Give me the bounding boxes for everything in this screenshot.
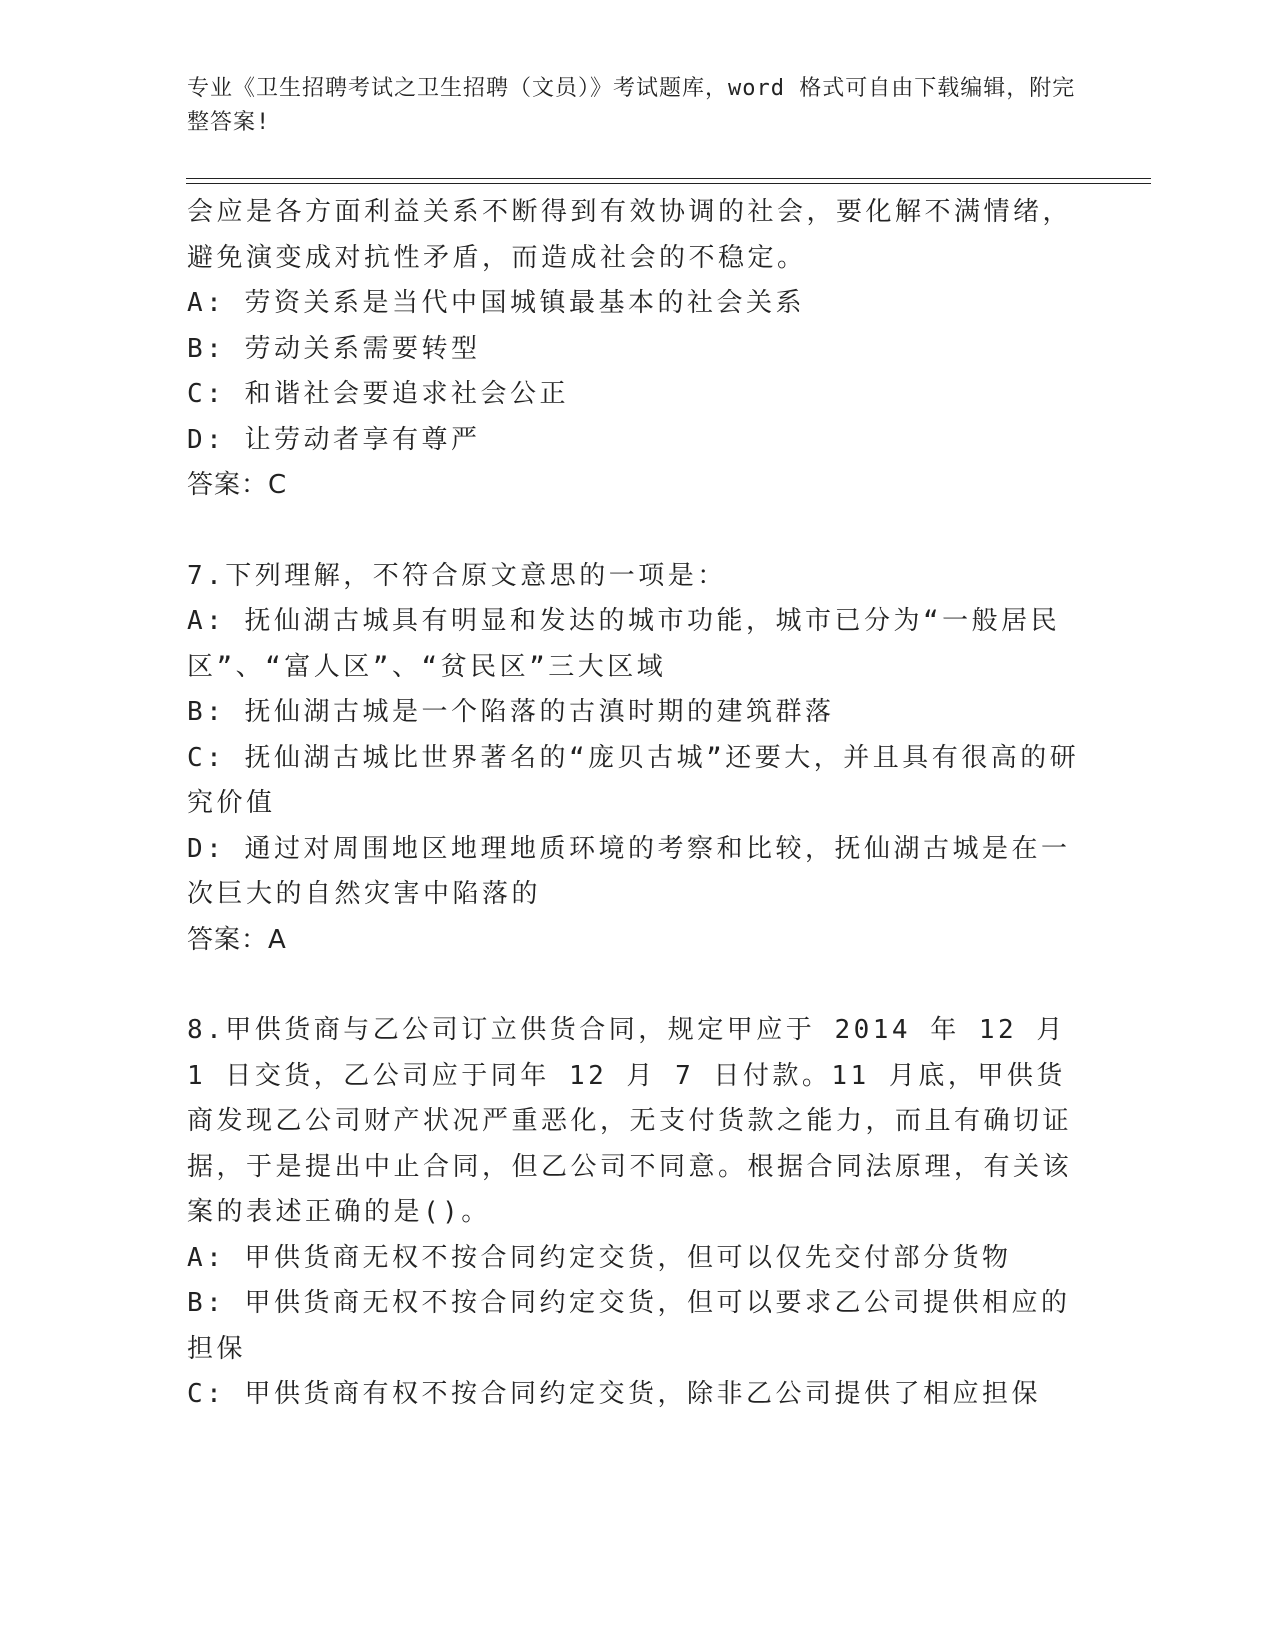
- option-d: D: 让劳动者享有尊严: [187, 424, 481, 455]
- spacer: [187, 963, 1087, 1008]
- option-b: B: 甲供货商无权不按合同约定交货，但可以要求乙公司提供相应的担保: [187, 1288, 1071, 1364]
- question-content: [187, 190, 1087, 1418]
- header-rule-bottom: [186, 183, 1151, 184]
- option-a: A: 劳资关系是当代中国城镇最基本的社会关系: [187, 288, 805, 318]
- option-a: A: 抚仙湖古城具有明显和发达的城市功能，城市已分为“一般居民区”、“富人区”、“贫民区”三大区域: [187, 606, 1061, 682]
- option-c: C: 和谐社会要追求社会公正: [187, 379, 569, 409]
- option-d: D: 通过对周围地区地理地质环境的考察和比较，抚仙湖古城是在一次巨大的自然灾害中陷落的: [187, 833, 1071, 909]
- question-stem: 7.下列理解，不符合原文意思的一项是：: [187, 560, 727, 591]
- document-header: 专业《卫生招聘考试之卫生招聘（文员）》考试题库，word 格式可自由下载编辑，附完整答案!: [187, 76, 1076, 135]
- option-b: B: 劳动关系需要转型: [187, 333, 481, 364]
- question-stem-line: 避免演变成对抗性矛盾，而造成社会的不稳定。: [187, 242, 807, 273]
- answer: 答案：A: [187, 924, 287, 955]
- spacer: [187, 509, 1087, 554]
- answer: 答案：C: [187, 470, 288, 500]
- option-a: A: 甲供货商无权不按合同约定交货，但可以仅先交付部分货物: [187, 1242, 1012, 1273]
- question-stem-line: 会应是各方面利益关系不断得到有效协调的社会，要化解不满情绪，: [187, 197, 1073, 227]
- question-7: [187, 554, 1087, 964]
- option-c: C: 抚仙湖古城比世界著名的“庞贝古城”还要大，并且具有很高的研究价值: [187, 742, 1080, 818]
- question-6: [187, 190, 1087, 509]
- question-stem: 8.甲供货商与乙公司订立供货合同，规定甲应于 2014 年 12 月 1 日交货，乙公司应于同年 12 月 7 日付款。11 月底，甲供货商发现乙公司财产状况严重恶化，无支付货款之能力，而且有确切证据，于是提出中止合同，但乙公司不同意。根据合同法原理，有关该案的表述正确的是()。: [187, 1015, 1073, 1227]
- question-8: [187, 1008, 1087, 1418]
- header-rule-top: [186, 178, 1151, 179]
- option-b: B: 抚仙湖古城是一个陷落的古滇时期的建筑群落: [187, 697, 835, 727]
- option-c: C: 甲供货商有权不按合同约定交货，除非乙公司提供了相应担保: [187, 1379, 1041, 1409]
